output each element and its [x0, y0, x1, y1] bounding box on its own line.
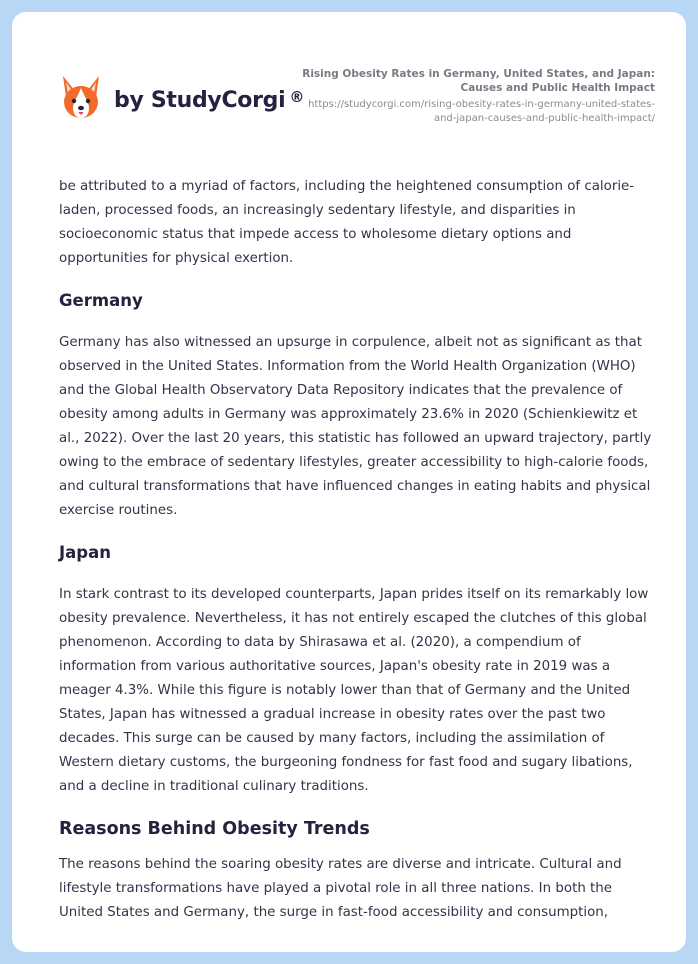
studycorgi-logo[interactable]	[60, 74, 304, 120]
document-meta	[295, 67, 655, 125]
section-heading-japan: Japan	[59, 543, 111, 562]
section-text-japan: In stark contrast to its developed counterparts, Japan prides itself on its remarkably low obesity prevalence. Nevertheless, it has not entirely escaped the clutches of this global phenomenon. According to data by Shirasawa et al. (2020), a compendium of information from various authoritative sources, Japan's obesity rate in 2019 was a meager 4.3%. While this figure is notably lower than that of Germany and the United States, Japan has witnessed a gradual increase in obesity rates over the past two decades. This surge can be caused by many factors, including the assimilation of Western dietary customs, the burgeoning fondness for fast food and sugary libations, and a decline in traditional culinary traditions.	[59, 587, 649, 794]
brand-name: by StudyCorgi	[114, 87, 286, 113]
article-body	[59, 175, 659, 925]
section-text-reasons: The reasons behind the soaring obesity rates are diverse and intricate. Cultural and lifestyle transformations have played a pivotal role in all three nations. In both the United States and Germany, the surge in fast-food accessibility and consumption,	[59, 857, 622, 920]
document-page	[12, 12, 686, 952]
corgi-logo-icon	[60, 74, 102, 120]
document-title: Rising Obesity Rates in Germany, United States, and Japan: Causes and Public Health Impact	[302, 68, 655, 94]
intro-paragraph: be attributed to a myriad of factors, including the heightened consumption of calorie-laden, processed foods, an increasingly sedentary lifestyle, and disparities in socioeconomic status that impede access to wholesome dietary options and opportunities for physical exertion.	[59, 179, 635, 266]
registered-mark: ®	[289, 88, 305, 106]
document-url[interactable]: https://studycorgi.com/rising-obesity-rates-in-germany-united-states-and-japan-causes-and-public-health-impact/	[308, 99, 655, 124]
section-heading-reasons: Reasons Behind Obesity Trends	[59, 819, 370, 839]
page-header	[12, 12, 686, 152]
section-text-germany: Germany has also witnessed an upsurge in corpulence, albeit not as significant as that observed in the United States. Information from the World Health Organization (WHO) and the Global Health Observatory Data Repository indicates that the prevalence of obesity among adults in Germany was approximately 23.6% in 2020 (Schienkiewitz et al., 2022). Over the last 20 years, this statistic has followed an upward trajectory, partly owing to the embrace of sedentary lifestyles, greater accessibility to high-calorie foods, and cultural transformations that have influenced changes in eating habits and physical exercise routines.	[59, 335, 652, 518]
section-heading-germany: Germany	[59, 291, 143, 310]
